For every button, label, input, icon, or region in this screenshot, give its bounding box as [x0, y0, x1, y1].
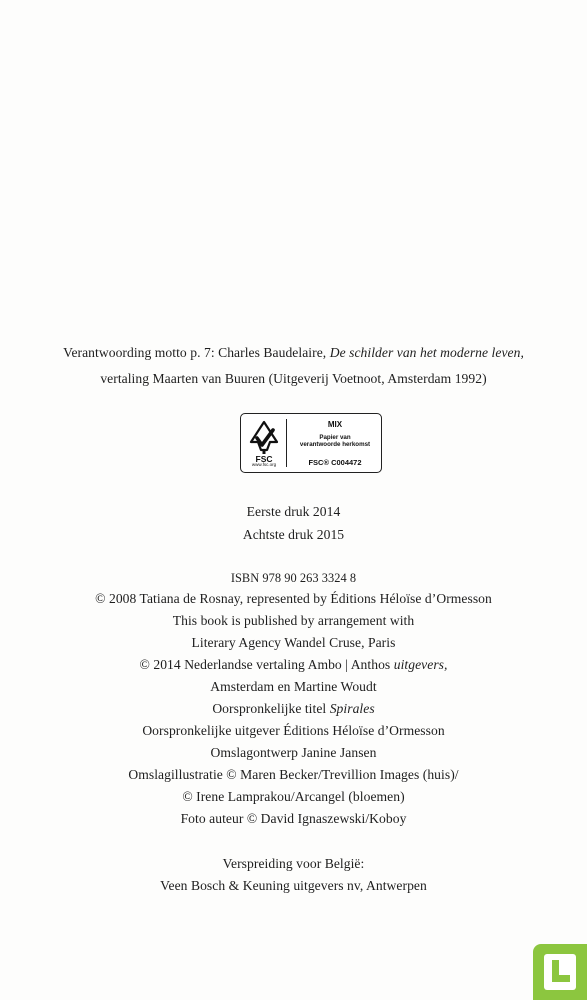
cover-illustration: Omslagillustratie © Maren Becker/Trevillion Images (huis)/ [128, 767, 459, 782]
copyright-original: © 2008 Tatiana de Rosnay, represented by Éditions Héloïse d’Ormesson [95, 591, 492, 606]
fsc-divider [286, 419, 287, 467]
fsc-logo-text: FSC [255, 454, 273, 463]
fsc-license-code: FSC® C004472 [308, 458, 362, 467]
cover-illustration-cont: © Irene Lamprakou/Arcangel (bloemen) [182, 789, 405, 804]
translation-copyright [0, 656, 587, 674]
isbn: ISBN 978 90 263 3324 8 [230, 571, 357, 585]
original-title-label: Oorspronkelijke titel [212, 701, 330, 716]
l-mark-icon [544, 954, 576, 990]
fsc-description [289, 434, 381, 448]
translation-copyright-text: © 2014 Nederlandse vertaling Ambo | Anthos [139, 657, 394, 672]
motto-attribution-line [0, 344, 587, 362]
motto-translation-line: vertaling Maarten van Buuren (Uitgeverij Voetnoot, Amsterdam 1992) [100, 371, 487, 386]
eighth-edition: Achtste druk 2015 [242, 527, 345, 542]
fsc-desc-line-2: verantwoorde herkomst [299, 441, 371, 448]
distribution-company: Veen Bosch & Keuning uitgevers nv, Antwerpen [160, 878, 427, 893]
original-publisher: Oorspronkelijke uitgever Éditions Héloïse d’Ormesson [142, 723, 445, 738]
corner-badge[interactable] [533, 944, 587, 1000]
literary-agency: Literary Agency Wandel Cruse, Paris [191, 635, 396, 650]
first-edition: Eerste druk 2014 [246, 504, 341, 519]
author-photo-credit: Foto auteur © David Ignaszewski/Koboy [180, 811, 407, 826]
fsc-label [240, 413, 382, 473]
arrangement-note: This book is published by arrangement with [172, 613, 415, 628]
translation-copyright-cont: Amsterdam en Martine Woudt [210, 679, 377, 694]
cover-design: Omslagontwerp Janine Jansen [210, 745, 377, 760]
motto-source-title: De schilder van het moderne leven, [329, 345, 524, 360]
fsc-mix-label: MIX [327, 420, 343, 429]
original-title-line [0, 700, 587, 718]
fsc-desc-line-1: Papier van [319, 434, 351, 441]
translation-copyright-italic: uitgevers, [393, 657, 448, 672]
original-title: Spirales [329, 701, 375, 716]
distribution-label: Verspreiding voor België: [222, 856, 365, 871]
motto-attribution-text: Verantwoording motto p. 7: Charles Baudelaire, [63, 345, 330, 360]
fsc-tree-icon [247, 419, 281, 463]
fsc-website: www.fsc.org [251, 462, 277, 467]
